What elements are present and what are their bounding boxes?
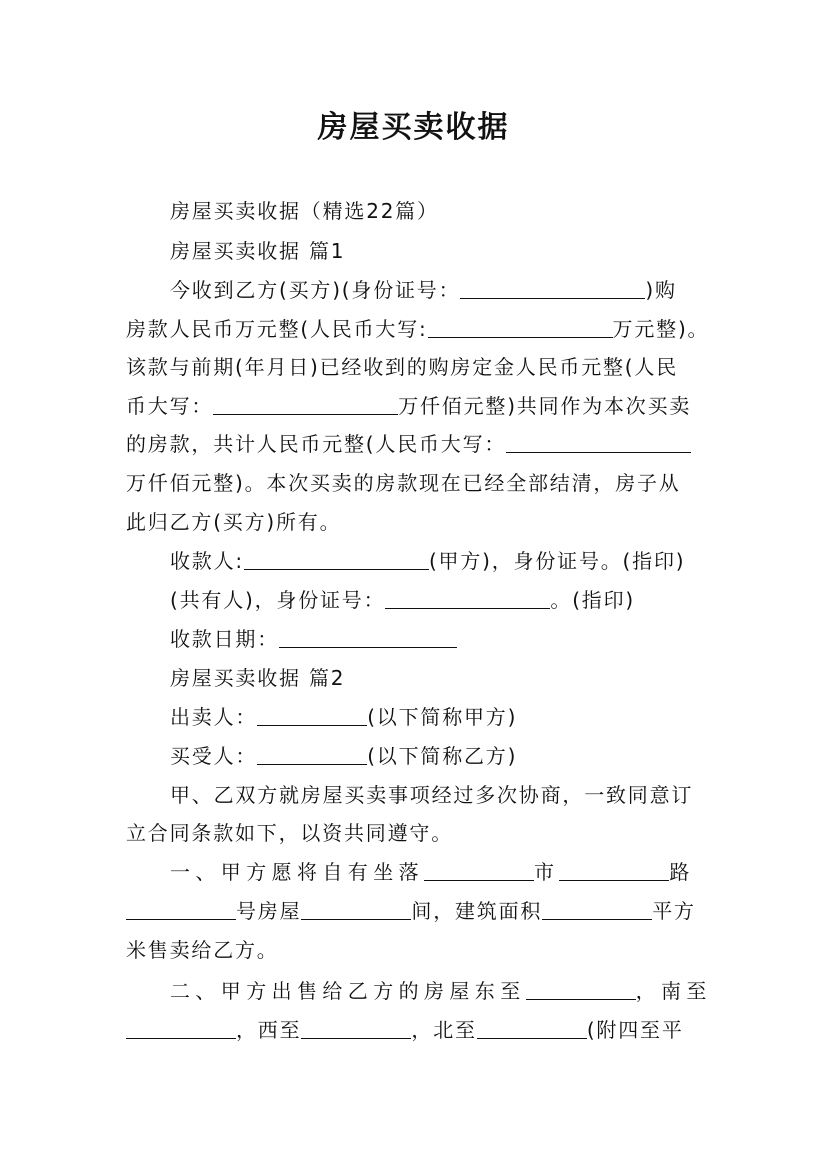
text-run: 万仟佰元整)共同作为本次买卖 bbox=[398, 394, 692, 418]
text-run: )购 bbox=[645, 278, 677, 302]
text-run: (以下简称甲方) bbox=[367, 705, 518, 729]
text-run: 平方 bbox=[652, 899, 696, 923]
fill-in-blank bbox=[428, 315, 613, 338]
paragraph-line bbox=[126, 504, 706, 540]
text-run: 房款人民币万元整(人民币大写: bbox=[126, 317, 428, 341]
clause-1-line bbox=[126, 932, 706, 968]
paragraph-line bbox=[126, 349, 706, 385]
text-run: (甲方)，身份证号。(指印) bbox=[428, 549, 686, 573]
buyer-line bbox=[126, 738, 750, 774]
date-line bbox=[126, 621, 750, 657]
text-run: 的房款，共计人民币元整(人民币大写： bbox=[126, 432, 507, 456]
payee-line bbox=[126, 543, 750, 579]
text-run: 甲、乙双方就房屋买卖事项经过多次协商，一致同意订 bbox=[170, 783, 694, 807]
fill-in-blank bbox=[213, 392, 398, 415]
clause-1-line bbox=[126, 854, 750, 890]
section-heading-1 bbox=[126, 233, 750, 269]
text-run: 收款日期： bbox=[170, 627, 279, 651]
section-heading-1-text: 房屋买卖收据 篇1 bbox=[170, 239, 346, 263]
section-heading-2 bbox=[126, 660, 750, 696]
text-run: 市 bbox=[534, 860, 560, 884]
fill-in-blank bbox=[559, 858, 669, 881]
clause-1-line bbox=[126, 893, 706, 929]
fill-in-blank bbox=[126, 1016, 236, 1039]
fill-in-blank bbox=[257, 742, 367, 765]
fill-in-blank bbox=[526, 977, 636, 1000]
fill-in-blank bbox=[506, 430, 691, 453]
co-owner-line bbox=[126, 582, 750, 618]
text-run: 此归乙方(买方)所有。 bbox=[126, 510, 342, 534]
paragraph-line bbox=[126, 388, 706, 424]
text-run: 今收到乙方(买方)(身份证号： bbox=[170, 278, 461, 302]
paragraph-line bbox=[126, 426, 706, 462]
paragraph-line bbox=[126, 815, 706, 851]
text-run: 收款人: bbox=[170, 549, 244, 573]
text-run: 。(指印) bbox=[550, 588, 636, 612]
paragraph-line bbox=[126, 777, 750, 813]
text-run: 币大写： bbox=[126, 394, 214, 418]
paragraph-line bbox=[126, 311, 710, 347]
text-run: 路 bbox=[669, 860, 695, 884]
text-run: 米售卖给乙方。 bbox=[126, 938, 279, 962]
text-run: 万仟佰元整)。本次买卖的房款现在已经全部结清，房子从 bbox=[126, 471, 681, 495]
text-run: ，北至 bbox=[411, 1018, 477, 1042]
text-run: 一、甲方愿将自有坐落 bbox=[170, 860, 424, 884]
fill-in-blank bbox=[460, 276, 645, 299]
text-run: ，西至 bbox=[236, 1018, 302, 1042]
text-run: 间，建筑面积 bbox=[411, 899, 543, 923]
text-run: 号房屋 bbox=[236, 899, 302, 923]
subtitle-text: 房屋买卖收据（精选22篇） bbox=[170, 199, 439, 223]
fill-in-blank bbox=[385, 586, 550, 609]
text-run: (共有人)，身份证号： bbox=[170, 588, 386, 612]
fill-in-blank bbox=[542, 897, 652, 920]
clause-2-line bbox=[126, 973, 750, 1009]
fill-in-blank bbox=[126, 897, 236, 920]
text-run: 万元整)。 bbox=[612, 317, 710, 341]
paragraph-line bbox=[126, 272, 750, 308]
section-heading-2-text: 房屋买卖收据 篇2 bbox=[170, 666, 346, 690]
seller-line bbox=[126, 699, 750, 735]
subtitle bbox=[126, 193, 750, 229]
fill-in-blank bbox=[244, 547, 429, 570]
clause-2-line bbox=[126, 1012, 706, 1048]
fill-in-blank bbox=[257, 703, 367, 726]
fill-in-blank bbox=[279, 625, 457, 648]
paragraph-line bbox=[126, 465, 706, 501]
fill-in-blank bbox=[477, 1016, 587, 1039]
fill-in-blank bbox=[301, 1016, 411, 1039]
text-run: 二、甲方出售给乙方的房屋东至 bbox=[170, 979, 526, 1003]
text-run: 该款与前期(年月日)已经收到的购房定金人民币元整(人民 bbox=[126, 355, 679, 379]
document-title: 房屋买卖收据 bbox=[317, 110, 510, 145]
text-run: (以下简称乙方) bbox=[367, 744, 518, 768]
fill-in-blank bbox=[424, 858, 534, 881]
text-run: (附四至平 bbox=[586, 1018, 684, 1042]
fill-in-blank bbox=[301, 897, 411, 920]
text-run: ，南至 bbox=[635, 979, 712, 1003]
text-run: 立合同条款如下，以资共同遵守。 bbox=[126, 821, 453, 845]
text-run: 出卖人： bbox=[170, 705, 258, 729]
text-run: 买受人： bbox=[170, 744, 258, 768]
